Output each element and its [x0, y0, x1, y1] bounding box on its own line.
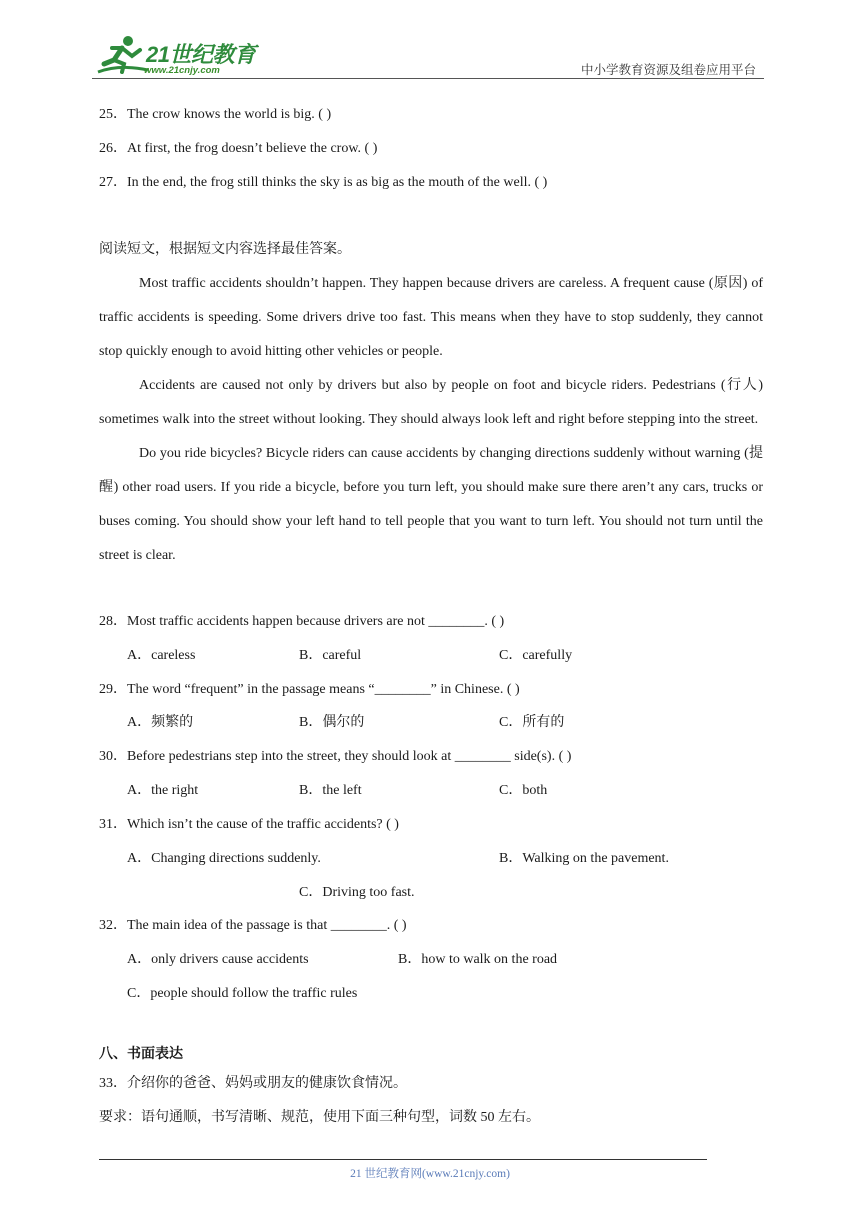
option-b: B．careful	[299, 648, 362, 663]
footer-divider	[99, 1159, 707, 1160]
writing-requirement: 要求：语句通顺，书写清晰、规范，使用下面三种句型，词数 50 左右。	[99, 1110, 540, 1125]
option-c: C．carefully	[499, 648, 573, 663]
passage-paragraph: Do you ride bicycles? Bicycle riders can cause accidents by changing directions suddenly without warning (提醒) other road users. If you ride a bicycle, before you turn left, you should make sure there aren’t any cars, trucks or buses coming. You should show your left hand to tell people that you want to turn left. You should not turn until the street is clear.	[99, 446, 763, 563]
option-a: A．the right	[127, 783, 199, 798]
option-c: C．people should follow the traffic rules	[127, 986, 358, 1001]
option-b: B．Walking on the pavement.	[499, 851, 669, 866]
passage-paragraph: Accidents are caused not only by drivers but also by people on foot and bicycle riders. Pedestrians (行人) sometimes walk into the street without looking. They should always look left and right before stepping into the street.	[99, 378, 763, 427]
logo-url: www.21cnjy.com	[144, 65, 220, 76]
option-a: A．Changing directions suddenly.	[127, 851, 321, 866]
option-b: B．偶尔的	[299, 715, 365, 730]
question-31: 31．Which isn’t the cause of the traffic accidents? ( )	[99, 817, 399, 832]
runner-logo-icon	[92, 34, 150, 78]
option-c: C．both	[499, 783, 548, 798]
passage-paragraph: Most traffic accidents shouldn’t happen. They happen because drivers are careless. A frequent cause (原因) of traffic accidents is speeding. Some drivers drive too fast. This means when they have to stop suddenly, they cannot stop quickly enough to avoid hitting other vehicles or people.	[99, 276, 763, 359]
section-title: 八、书面表达	[99, 1047, 183, 1062]
question-32: 32．The main idea of the passage is that ________. ( )	[99, 918, 407, 933]
page-header	[92, 32, 764, 80]
option-a: A．only drivers cause accidents	[127, 952, 309, 967]
reading-instruction: 阅读短文，根据短文内容选择最佳答案。	[99, 242, 351, 257]
reading-passage	[99, 267, 763, 573]
option-c: C．所有的	[499, 715, 565, 730]
option-c: C．Driving too fast.	[299, 885, 415, 900]
platform-name: 中小学教育资源及组卷应用平台	[580, 63, 756, 77]
question-33: 33．介绍你的爸爸、妈妈或朋友的健康饮食情况。	[99, 1076, 407, 1091]
question-30: 30．Before pedestrians step into the street, they should look at ________ side(s). ( )	[99, 749, 572, 764]
logo-text: 21世纪教育	[146, 42, 256, 67]
question-28: 28．Most traffic accidents happen because drivers are not ________. ( )	[99, 614, 505, 629]
option-b: B．how to walk on the road	[398, 952, 558, 967]
question-27: 27．In the end, the frog still thinks the sky is as big as the mouth of the well. ( )	[99, 175, 548, 190]
footer-text[interactable]: 21 世纪教育网(www.21cnjy.com)	[350, 1168, 510, 1180]
option-b: B．the left	[299, 783, 362, 798]
option-a: A．频繁的	[127, 715, 194, 730]
header-divider	[92, 78, 764, 79]
question-29: 29．The word “frequent” in the passage means “________” in Chinese. ( )	[99, 682, 520, 697]
question-26: 26．At first, the frog doesn’t believe the crow. ( )	[99, 141, 378, 156]
question-25: 25．The crow knows the world is big. ( )	[99, 107, 332, 122]
site-logo[interactable]	[92, 32, 262, 78]
option-a: A．careless	[127, 648, 196, 663]
